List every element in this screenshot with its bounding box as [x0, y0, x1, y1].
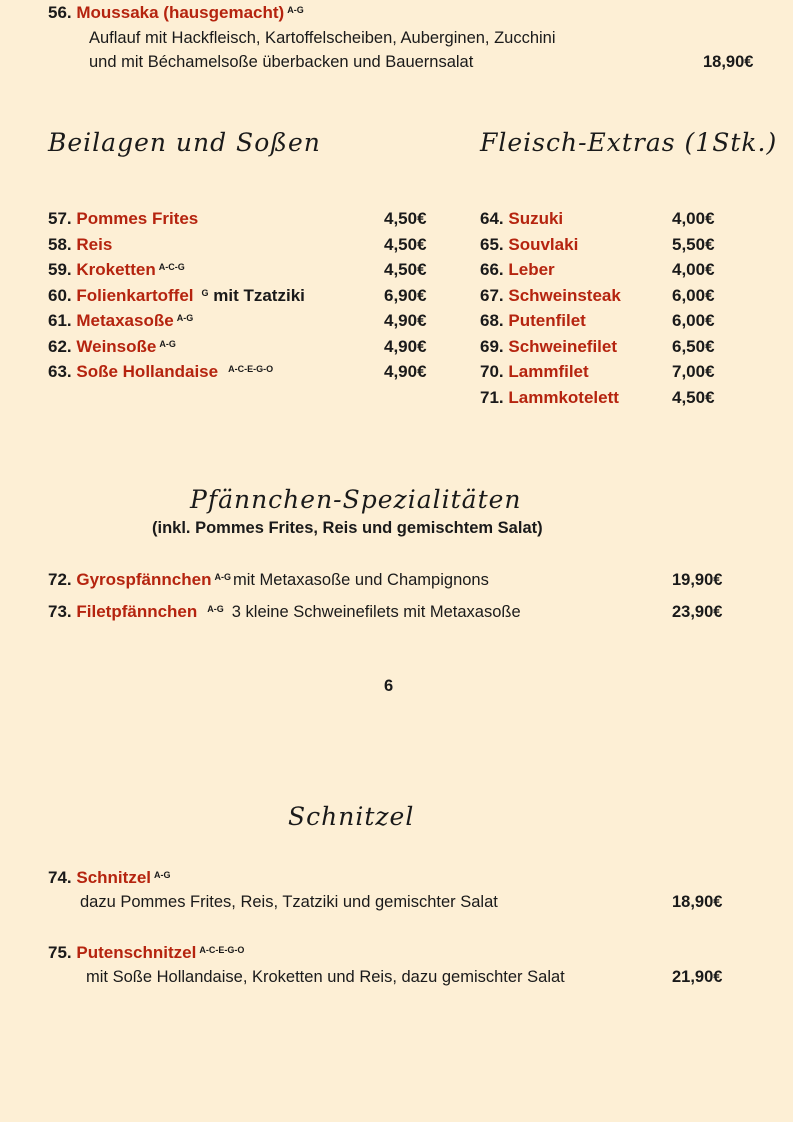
list-item — [48, 208, 198, 230]
item-name: Souvlaki — [508, 234, 579, 254]
item-number: 64. — [480, 209, 504, 228]
item-price: 6,00€ — [672, 311, 715, 330]
item-price: 6,50€ — [672, 336, 715, 356]
item-number: 57. — [48, 209, 72, 228]
allergen-codes: A-G — [207, 604, 224, 614]
item-price: 19,90€ — [672, 571, 723, 589]
list-item — [480, 336, 617, 358]
item-price: 4,50€ — [384, 209, 427, 228]
list-item — [48, 285, 305, 307]
list-item — [48, 867, 171, 889]
item-name: Kroketten — [76, 260, 156, 279]
section-title-fleisch: Fleisch-Extras (1Stk.) — [480, 128, 778, 157]
item-number: 65. — [480, 234, 504, 254]
list-item — [48, 259, 185, 281]
allergen-codes: G — [201, 287, 209, 298]
item-price: 7,00€ — [672, 362, 715, 381]
item-name: Folienkartoffel — [76, 285, 194, 305]
item-number: 69. — [480, 336, 504, 356]
allergen-codes: A-G — [176, 313, 194, 323]
item-description-line2: und mit Béchamelsoße überbacken und Bauernsalat — [89, 53, 474, 71]
item-price: 4,00€ — [672, 260, 715, 279]
item-number: 72. — [48, 570, 72, 589]
item-price: 4,50€ — [672, 387, 715, 407]
allergen-codes: A-G — [214, 572, 231, 582]
item-number: 66. — [480, 260, 504, 279]
item-price: 6,90€ — [384, 285, 427, 305]
item-number: 62. — [48, 336, 72, 356]
item-name: Suzuki — [508, 209, 564, 228]
list-item — [48, 569, 489, 591]
section-subtitle: (inkl. Pommes Frites, Reis und gemischtem Salat) — [152, 519, 543, 537]
list-item — [480, 208, 563, 230]
item-price: 4,90€ — [384, 362, 427, 381]
item-name: Soße Hollandaise — [76, 362, 219, 381]
list-item — [48, 336, 176, 358]
list-item — [480, 310, 586, 332]
item-description: mit Soße Hollandaise, Kroketten und Reis, dazu gemischter Salat — [86, 968, 565, 986]
list-item — [480, 259, 555, 281]
item-number: 60. — [48, 285, 72, 305]
allergen-codes: A-C-G — [158, 262, 185, 272]
item-price: 5,50€ — [672, 234, 715, 254]
item-number: 61. — [48, 311, 72, 330]
item-number: 74. — [48, 868, 72, 887]
list-item — [480, 387, 619, 409]
item-price: 4,90€ — [384, 311, 427, 330]
item-description: dazu Pommes Frites, Reis, Tzatziki und gemischter Salat — [80, 893, 498, 911]
section-title-pfannchen: Pfännchen-Spezialitäten — [190, 485, 522, 514]
item-number: 63. — [48, 362, 72, 381]
allergen-codes: A-G — [154, 870, 171, 880]
item-price: 23,90€ — [672, 603, 723, 621]
list-item — [48, 310, 193, 332]
item-name: Reis — [76, 234, 113, 254]
item-name: Putenschnitzel — [76, 943, 197, 962]
item-extra: mit Tzatziki — [213, 285, 305, 305]
item-number: 59. — [48, 260, 72, 279]
item-name: Leber — [508, 260, 555, 279]
item-description: mit Metaxasoße und Champignons — [232, 571, 489, 589]
item-name: Schnitzel — [76, 868, 151, 887]
list-item — [480, 285, 621, 307]
item-number: 67. — [480, 285, 504, 305]
item-name: Moussaka (hausgemacht) — [76, 3, 285, 22]
section-title-schnitzel: Schnitzel — [288, 802, 415, 831]
item-number: 58. — [48, 234, 72, 254]
list-item — [48, 942, 244, 964]
item-number: 56. — [48, 3, 72, 22]
item-name: Filetpfännchen — [76, 602, 198, 621]
item-name: Schweinefilet — [508, 336, 618, 356]
item-name: Weinsoße — [76, 336, 157, 356]
list-item — [48, 601, 521, 623]
menu-item-56 — [48, 2, 304, 24]
list-item — [480, 361, 589, 383]
item-name: Metaxasoße — [76, 311, 174, 330]
item-price: 18,90€ — [672, 893, 723, 911]
item-price: 18,90€ — [703, 53, 754, 71]
allergen-codes: A-C-E-G-O — [199, 945, 245, 955]
item-name: Lammkotelett — [508, 387, 619, 407]
page-number: 6 — [384, 677, 394, 695]
item-number: 68. — [480, 311, 504, 330]
item-price: 21,90€ — [672, 968, 723, 986]
section-title-beilagen: Beilagen und Soßen — [48, 128, 321, 157]
list-item — [48, 234, 112, 256]
item-price: 4,50€ — [384, 260, 427, 279]
item-name: Lammfilet — [508, 362, 589, 381]
list-item — [48, 361, 273, 383]
item-number: 71. — [480, 387, 504, 407]
item-description-line1: Auflauf mit Hackfleisch, Kartoffelscheiben, Auberginen, Zucchini — [89, 29, 556, 47]
item-name: Putenfilet — [508, 311, 586, 330]
item-name: Gyrospfännchen — [76, 570, 212, 589]
list-item — [480, 234, 578, 256]
allergen-codes: A-G — [159, 338, 176, 349]
item-name: Pommes Frites — [76, 209, 199, 228]
item-description: 3 kleine Schweinefilets mit Metaxasoße — [231, 603, 521, 621]
item-number: 70. — [480, 362, 504, 381]
item-price: 4,50€ — [384, 234, 427, 254]
item-price: 6,00€ — [672, 285, 715, 305]
allergen-codes: A-C-E-G-O — [228, 364, 274, 374]
item-name: Schweinsteak — [508, 285, 621, 305]
item-price: 4,90€ — [384, 336, 427, 356]
allergen-codes: A-G — [287, 5, 304, 15]
item-price: 4,00€ — [672, 209, 715, 228]
item-number: 73. — [48, 602, 72, 621]
item-number: 75. — [48, 943, 72, 962]
